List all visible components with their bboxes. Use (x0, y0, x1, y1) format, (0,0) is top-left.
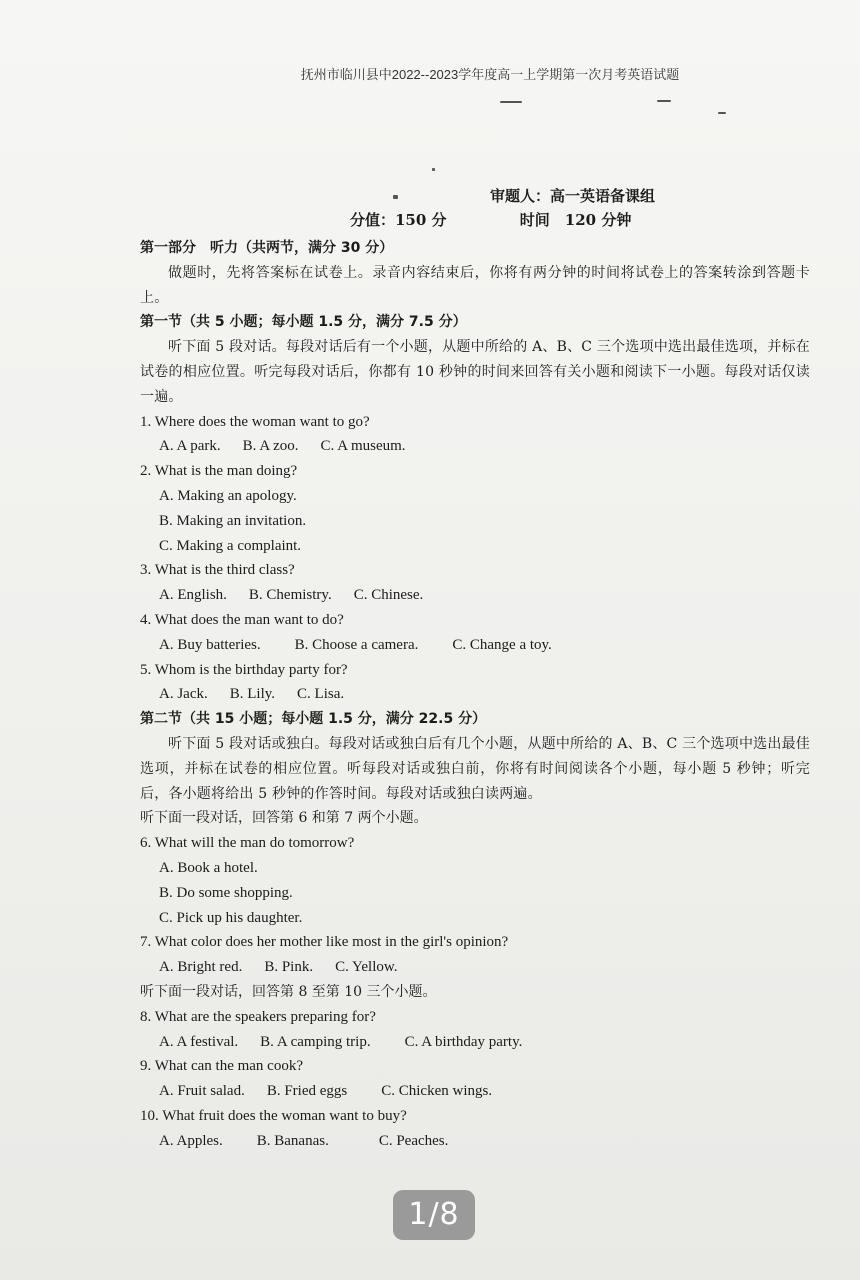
option-a: A. A park. (159, 438, 221, 455)
option-c: C. Yellow. (335, 959, 398, 976)
option-c: C. Peaches. (378, 1132, 449, 1149)
section1-heading: 第一节（共 5 小题；每小题 1.5 分，满分 7.5 分） (140, 314, 467, 331)
option-a: A. Fruit salad. (159, 1083, 245, 1100)
section2-instructions: 听下面 5 段对话或独白。每段对话或独白后有几个小题，从题中所给的 A、B、C 三个选项中选出最佳选项，并标在试卷的相应位置。听每段对话或独白前，你将有时间阅读各个小题，每小题 5 秒钟；听完后，各小题将给出 5 秒钟的作答时间。每段对话或独白读两遍。 (140, 735, 810, 802)
question-4-options (140, 633, 810, 658)
option-a: A. Book a hotel. (159, 859, 258, 876)
option-c: C. Making a complaint. (159, 537, 302, 554)
total-score: 分值：150 分 (350, 211, 447, 229)
option-a: A. Jack. (159, 686, 208, 703)
option-b: B. A camping trip. (260, 1033, 371, 1050)
scan-speck (657, 100, 671, 102)
section1-instructions: 听下面 5 段对话。每段对话后有一个小题，从题中所给的 A、B、C 三个选项中选出最佳选项，并标在试卷的相应位置。听完每段对话后，你都有 10 秒钟的时间来回答有关小题和阅读下一小题。每段对话仅读一遍。 (140, 339, 810, 405)
question-5: 5. Whom is the birthday party for? (140, 661, 348, 678)
option-a: A. English. (159, 587, 227, 604)
scan-speck (718, 112, 726, 114)
question-2: 2. What is the man doing? (140, 463, 298, 480)
option-c: C. Chinese. (353, 587, 424, 604)
question-9-options (140, 1079, 810, 1104)
instruction-q6-q7: 听下面一段对话，回答第 6 和第 7 两个小题。 (140, 810, 428, 827)
document-title: 抚州市临川县中2022--2023学年度高一上学期第一次月考英语试题 (300, 67, 680, 82)
option-b: B. Pink. (264, 959, 314, 976)
part1-instructions: 做题时，先将答案标在试卷上。录音内容结束后，你将有两分钟的时间将试卷上的答案转涂到答题卡上。 (140, 264, 810, 306)
option-b: B. Making an invitation. (159, 512, 307, 529)
option-c: C. Change a toy. (452, 636, 552, 653)
option-a: A. Apples. (159, 1132, 223, 1149)
page-indicator: 1/8 (393, 1190, 475, 1240)
reviewer-line: 审题人：高一英语备课组 (490, 187, 656, 205)
question-1: 1. Where does the woman want to go? (140, 413, 370, 430)
option-b: B. Chemistry. (248, 587, 332, 604)
option-b: B. Fried eggs (266, 1083, 348, 1100)
question-3-options (140, 583, 810, 608)
instruction-q8-q10: 听下面一段对话，回答第 8 至第 10 三个小题。 (140, 983, 437, 1000)
option-c: C. Chicken wings. (381, 1083, 493, 1100)
exam-time: 时间 120 分钟 (519, 211, 632, 229)
option-c: C. A birthday party. (404, 1033, 523, 1050)
question-10-options (140, 1129, 810, 1154)
part1-heading: 第一部分 听力（共两节，满分 30 分） (140, 240, 394, 256)
option-c: C. Lisa. (297, 686, 345, 703)
question-1-options (140, 434, 810, 459)
option-b: B. Do some shopping. (159, 884, 293, 901)
section2-heading: 第二节（共 15 小题；每小题 1.5 分，满分 22.5 分） (140, 711, 487, 728)
question-10: 10. What fruit does the woman want to buy? (140, 1107, 407, 1124)
option-a: A. Buy batteries. (159, 636, 261, 653)
option-b: B. Bananas. (256, 1132, 329, 1149)
exam-content (140, 236, 810, 1153)
question-6: 6. What will the man do tomorrow? (140, 835, 355, 852)
option-b: B. Lily. (229, 686, 276, 703)
question-5-options (140, 682, 810, 707)
question-3: 3. What is the third class? (140, 562, 295, 579)
option-b: B. A zoo. (242, 438, 299, 455)
question-7-options (140, 955, 810, 980)
question-7: 7. What color does her mother like most in the girl's opinion? (140, 934, 509, 951)
option-a: A. Making an apology. (159, 487, 297, 504)
option-c: C. Pick up his daughter. (159, 909, 303, 926)
score-time-line (350, 209, 631, 230)
option-a: A. Bright red. (159, 959, 243, 976)
option-a: A. A festival. (159, 1033, 239, 1050)
question-8-options (140, 1030, 810, 1055)
option-b: B. Choose a camera. (294, 636, 419, 653)
question-8: 8. What are the speakers preparing for? (140, 1008, 376, 1025)
scan-speck (393, 195, 398, 199)
scan-speck (500, 101, 522, 103)
scan-speck (432, 168, 435, 171)
question-9: 9. What can the man cook? (140, 1058, 303, 1075)
option-c: C. A museum. (320, 438, 406, 455)
question-4: 4. What does the man want to do? (140, 611, 344, 628)
